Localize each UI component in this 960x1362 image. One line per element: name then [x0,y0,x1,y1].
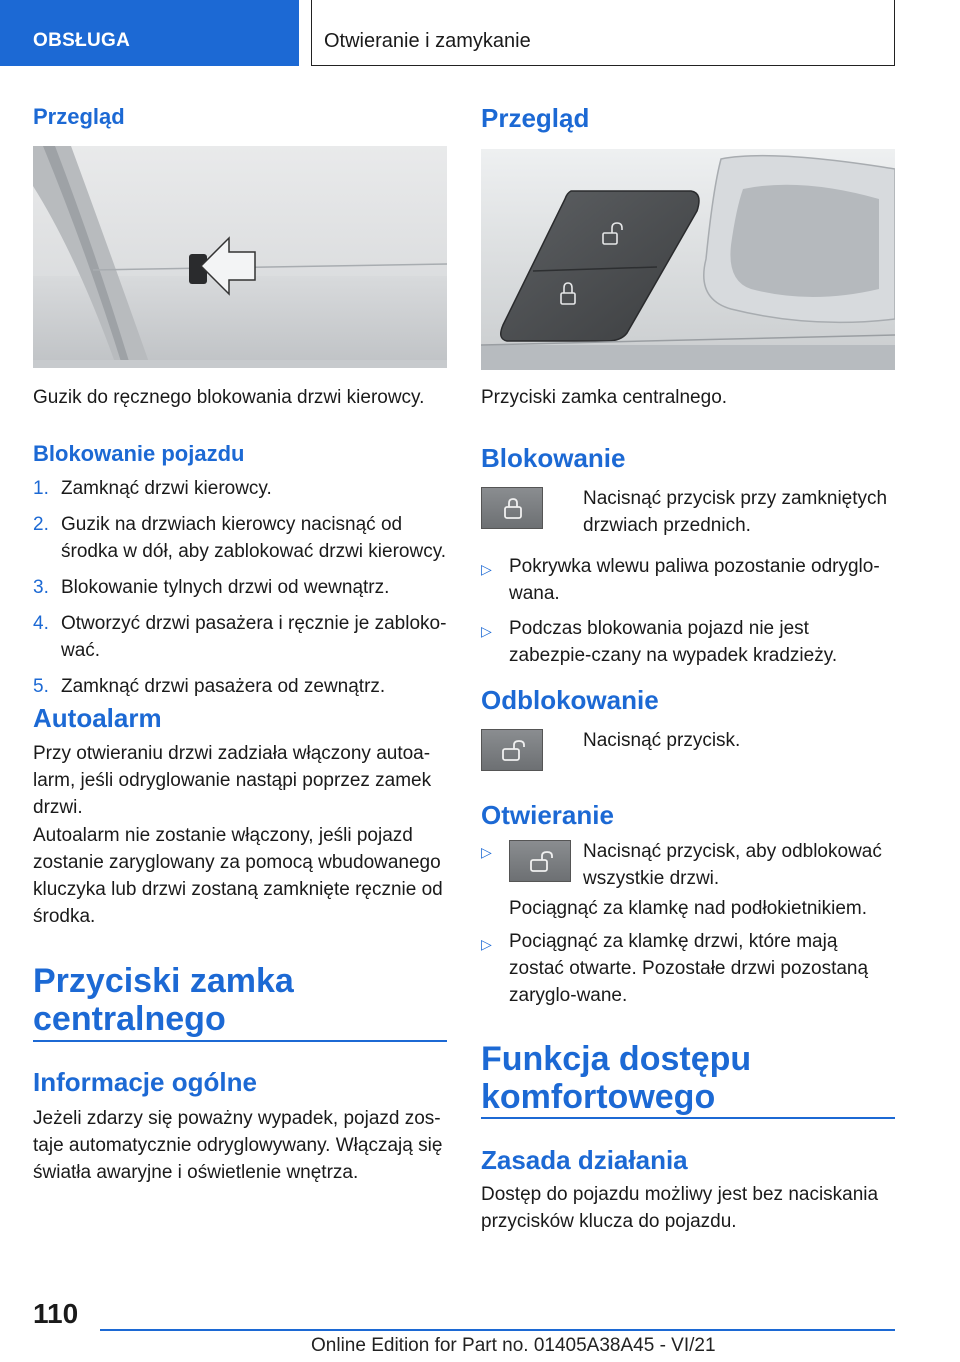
lock-text: Nacisnąć przycisk przy zamkniętych drzwiach przednich. [583,488,888,536]
locking-heading: Blokowanie pojazdu [33,441,245,466]
general-info-paragraph: Jeżeli zdarzy się poważny wypadek, pojazd zos-taje automatycznie odryglowywany. Włączają się światła awaryjne i oświetlenie wnętrza. [33,1108,443,1183]
open-bullet-1-text: Nacisnąć przycisk, aby odblokować wszystkie drzwi. [583,841,882,889]
list-item: 1. Zamknąć drzwi kierowcy. [33,478,272,499]
lock-heading: Blokowanie [481,443,626,473]
lock-button-image [481,487,543,529]
comfort-access-heading: Funkcja dostępu komfortowego [481,1040,752,1116]
triangle-bullet-icon: ▷ [481,623,492,639]
list-item: 5. Zamknąć drzwi pasażera od zewnątrz. [33,676,386,697]
principle-heading: Zasada działania [481,1145,688,1175]
overview-caption-right: Przyciski zamka centralnego. [481,387,728,408]
unlock-heading: Odblokowanie [481,685,659,715]
autoalarm-heading: Autoalarm [33,703,162,733]
autoalarm-paragraph-1: Przy otwieraniu drzwi zadziała włączony autoa-larm, jeśli odryglowanie nastąpi poprzez zamek drzwi. [33,743,432,818]
central-lock-illustration [481,149,895,370]
triangle-bullet-icon: ▷ [481,936,492,952]
unlock-button-image [509,840,571,882]
unlock-icon [530,850,556,874]
open-heading: Otwieranie [481,800,614,830]
divider [481,1117,895,1119]
general-info-heading: Informacje ogólne [33,1067,257,1097]
lock-icon [502,497,524,521]
central-lock-heading: Przyciski zamka centralnego [33,962,294,1038]
divider [33,1040,447,1042]
section-label: OBSŁUGA [33,30,131,51]
principle-paragraph: Dostęp do pojazdu możliwy jest bez naciskania przycisków klucza do pojazdu. [481,1184,879,1232]
list-item: 3. Blokowanie tylnych drzwi od wewnątrz. [33,577,390,598]
list-item: ▷ Pokrywka wlewu paliwa pozostanie odryglo-wana. [481,556,880,604]
overview-heading-left: Przegląd [33,104,125,129]
section-tab [0,0,299,66]
locking-steps [33,475,447,709]
overview-caption-left: Guzik do ręcznego blokowania drzwi kierowcy. [33,387,425,408]
open-bullet-2: ▷ Pociągnąć za klamkę drzwi, które mają zostać otwarte. Pozostałe drzwi pozostaną zaryglo-wane. [481,931,869,1006]
lock-bullets [481,553,895,669]
autoalarm-paragraph-2: Autoalarm nie zostanie włączony, jeśli pojazd zostanie zaryglowany za pomocą wbudowanego kluczyka lub drzwi zostaną zamknięte ręcznie od środka. [33,825,443,927]
page-number: 110 [33,1298,79,1329]
edition-text: Online Edition for Part no. 01405A38A45 - VI/21 [311,1335,716,1356]
chapter-title: Otwieranie i zamykanie [324,30,531,52]
list-item: 2. Guzik na drzwiach kierowcy nacisnąć od środka w dół, aby zablokować drzwi kierowcy. [33,514,447,562]
list-item: 4. Otworzyć drzwi pasażera i ręcznie je zabloko-wać. [33,613,447,661]
triangle-bullet-icon: ▷ [481,561,492,577]
door-pin-illustration [33,146,447,368]
unlock-icon [502,739,528,763]
unlock-button-image [481,729,543,771]
unlock-text: Nacisnąć przycisk. [583,730,741,751]
chapter-header [311,0,895,66]
triangle-bullet-icon: ▷ [481,844,492,860]
open-bullet-1-subtext: Pociągnąć za klamkę nad podłokietnikiem. [509,898,868,919]
footer-divider [100,1329,895,1331]
list-item: ▷ Podczas blokowania pojazd nie jest zabezpie-czany na wypadek kradzieży. [481,618,838,666]
overview-heading-right: Przegląd [481,103,590,133]
